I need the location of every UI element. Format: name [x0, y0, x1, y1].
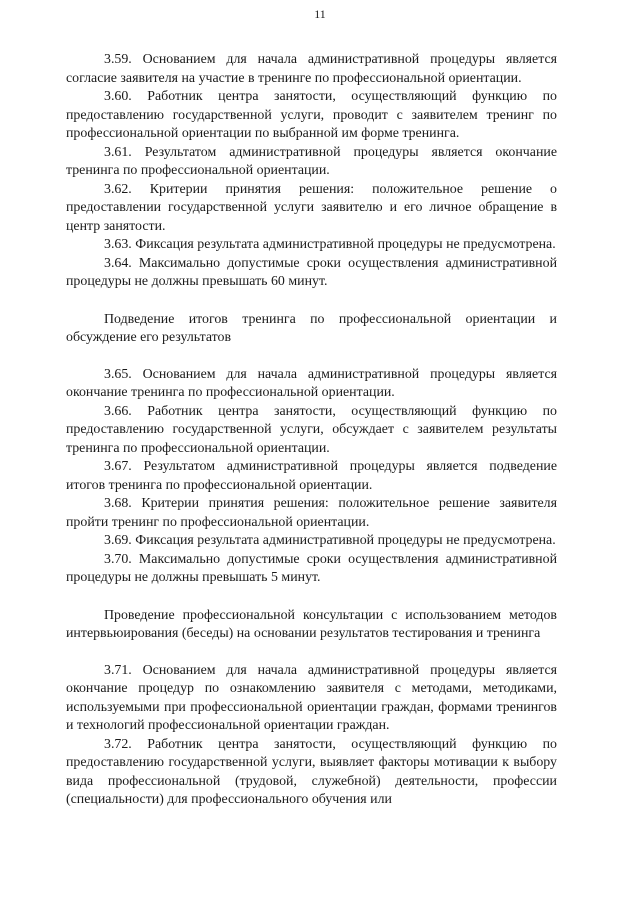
document-body — [66, 51, 557, 810]
spacer — [66, 292, 557, 311]
paragraph-3-69: 3.69. Фиксация результата административной процедуры не предусмотрена. — [104, 533, 556, 548]
paragraph-3-67: 3.67. Результатом административной процедуры является подведение итогов тренинга по профессиональной ориентации. — [66, 459, 557, 493]
page-number: 11 — [314, 7, 326, 21]
spacer — [66, 644, 557, 662]
paragraph-3-61: 3.61. Результатом административной процедуры является окончание тренинга по профессиональной ориентации. — [66, 144, 557, 178]
paragraph-3-63: 3.63. Фиксация результата административной процедуры не предусмотрена. — [104, 237, 556, 252]
paragraph-3-68: 3.68. Критерии принятия решения: положительное решение заявителя пройти тренинг по профессиональной ориентации. — [66, 496, 557, 530]
spacer — [66, 588, 557, 607]
paragraph-3-60: 3.60. Работник центра занятости, осуществляющий функцию по предоставлению государственной услуги, проводит с заявителем тренинг по профессиональной ориентации по выбранной им форме тренинга. — [66, 89, 557, 141]
section-heading-training-results: Подведение итогов тренинга по профессиональной ориентации и обсуждение его результатов — [66, 311, 557, 345]
paragraph-3-71: 3.71. Основанием для начала административной процедуры является окончание процедур по ознакомлению заявителя с методами, методиками, используемыми при профессиональной ориентации граждан, формами тренингов и технологий профессиональной ориентации граждан. — [66, 662, 557, 733]
spacer — [66, 348, 557, 366]
paragraph-3-72: 3.72. Работник центра занятости, осуществляющий функцию по предоставлению государственной услуги, выявляет факторы мотивации к выбору вида профессиональной (трудовой, служебной) деятельности, профессии (специальности) для профессионального обучения или — [66, 736, 557, 807]
paragraph-3-64: 3.64. Максимально допустимые сроки осуществления административной процедуры не должны превышать 60 минут. — [66, 255, 557, 289]
paragraph-3-65: 3.65. Основанием для начала административной процедуры является окончание тренинга по профессиональной ориентации. — [66, 366, 557, 400]
paragraph-3-66: 3.66. Работник центра занятости, осуществляющий функцию по предоставлению государственной услуги, обсуждает с заявителем результаты тренинга по профессиональной ориентации. — [66, 403, 557, 456]
paragraph-3-59: 3.59. Основанием для начала административной процедуры является согласие заявителя на участие в тренинге по профессиональной ориентации. — [66, 52, 557, 86]
paragraph-3-62: 3.62. Критерии принятия решения: положительное решение о предоставлении государственной услуги заявителю и его личное обращение в центр занятости. — [66, 181, 557, 234]
paragraph-3-70: 3.70. Максимально допустимые сроки осуществления административной процедуры не должны превышать 5 минут. — [66, 551, 557, 585]
section-heading-consultation: Проведение профессиональной консультации с использованием методов интервьюирования (беседы) на основании результатов тестирования и тренинга — [66, 607, 557, 641]
